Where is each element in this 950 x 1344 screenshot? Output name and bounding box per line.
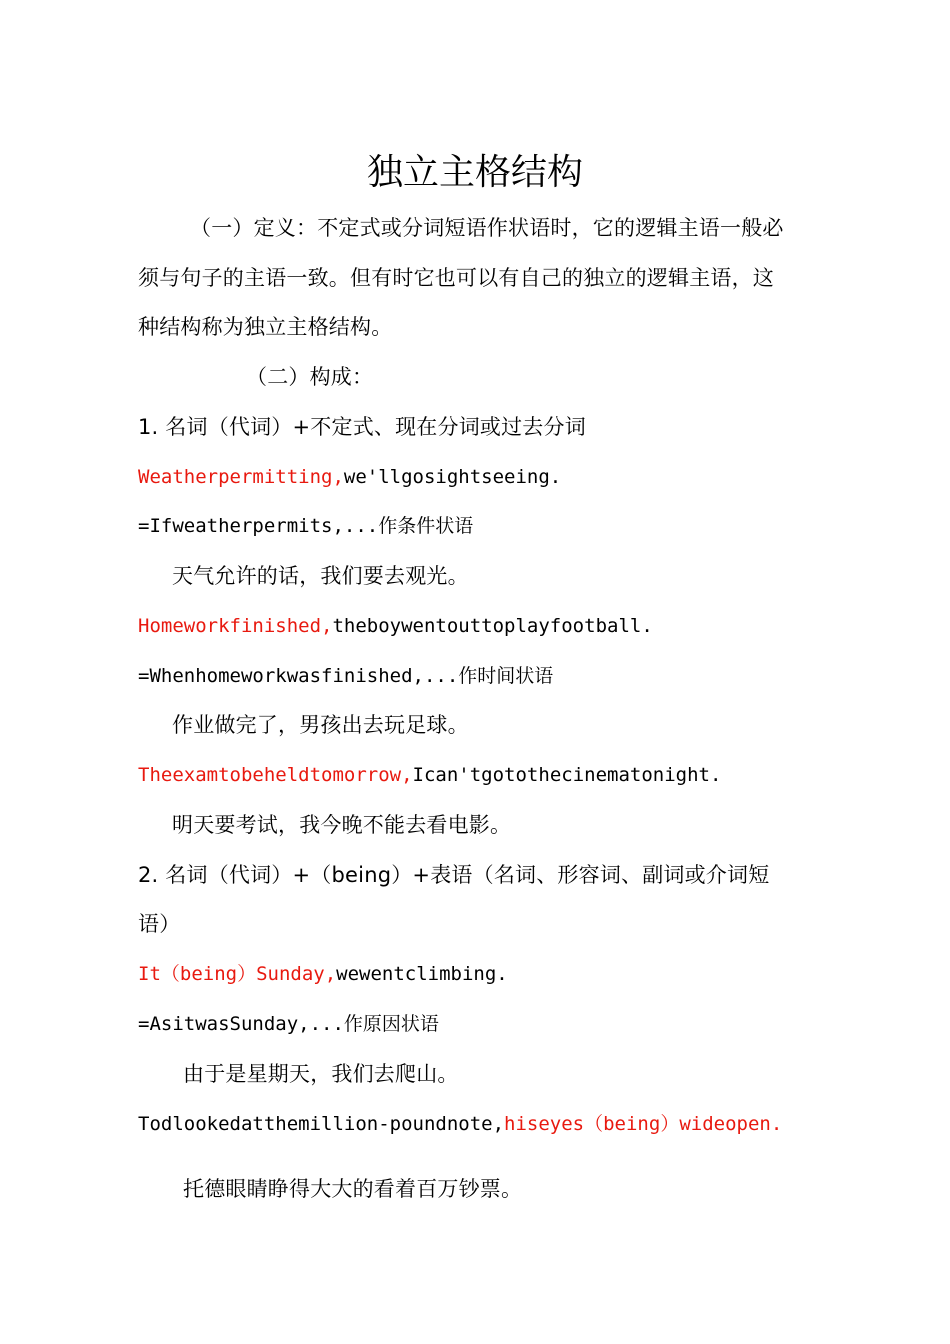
- item1-example-2: [138, 612, 653, 640]
- item1-example-3-translation: 明天要考试，我今晚不能去看电影。: [172, 813, 512, 837]
- item1-example-3: [138, 761, 721, 789]
- example-text: theboywentouttoplayfootball.: [332, 615, 653, 637]
- item2-heading-line-2: 语）: [138, 912, 181, 936]
- definition-line-3: 种结构称为独立主格结构。: [138, 315, 393, 339]
- item2-example-1: [138, 960, 508, 988]
- item2-example-2-translation: 托德眼睛睁得大大的看着百万钞票。: [183, 1177, 523, 1201]
- example-highlight: hiseyes（being）wideopen.: [504, 1113, 783, 1135]
- definition-line-1: （一）定义：不定式或分词短语作状语时，它的逻辑主语一般必: [190, 216, 784, 240]
- item2-example-1-equivalent: =AsitwasSunday,...作原因状语: [138, 1013, 439, 1035]
- item1-example-2-equivalent: =Whenhomeworkwasfinished,...作时间状语: [138, 665, 554, 687]
- item2-example-2: [138, 1110, 782, 1138]
- item1-example-1-translation: 天气允许的话，我们要去观光。: [172, 564, 469, 588]
- example-highlight: Weatherpermitting,: [138, 466, 344, 488]
- example-highlight: Homeworkfinished,: [138, 615, 333, 637]
- item1-example-2-translation: 作业做完了，男孩出去玩足球。: [172, 713, 469, 737]
- example-text: we'llgosightseeing.: [343, 466, 562, 488]
- item1-heading: 1. 名词（代词）+不定式、现在分词或过去分词: [138, 415, 586, 439]
- item2-heading-line-1: 2. 名词（代词）+（being）+表语（名词、形容词、副词或介词短: [138, 863, 770, 887]
- item1-example-1: [138, 463, 561, 491]
- example-text: wewentclimbing.: [336, 963, 508, 985]
- example-text: Ican'tgotothecinematonight.: [412, 764, 722, 786]
- item1-example-1-equivalent: =Ifweatherpermits,...作条件状语: [138, 515, 474, 537]
- page-title: 独立主格结构: [366, 152, 583, 193]
- example-text: Todlookedatthemillion-poundnote,: [138, 1113, 505, 1135]
- example-highlight: Theexamtobeheldtomorrow,: [138, 764, 413, 786]
- definition-line-2: 须与句子的主语一致。但有时它也可以有自己的独立的逻辑主语，这: [138, 266, 774, 290]
- composition-heading: （二）构成：: [246, 365, 374, 389]
- example-highlight: It（being）Sunday,: [138, 963, 337, 985]
- item2-example-1-translation: 由于是星期天，我们去爬山。: [183, 1062, 459, 1086]
